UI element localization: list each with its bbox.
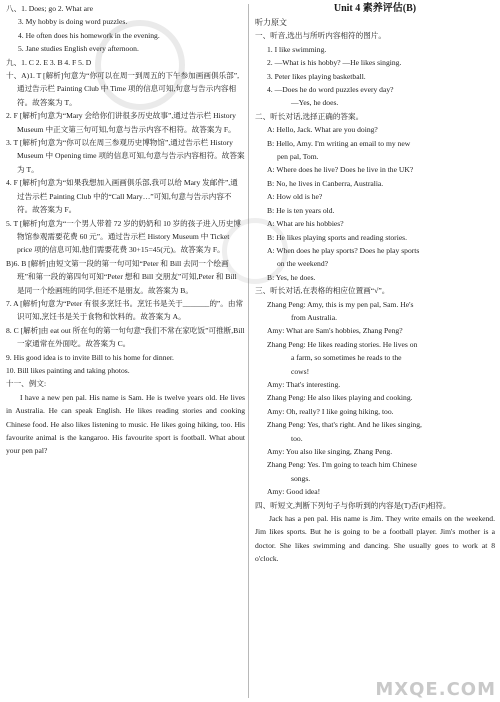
answer-line: 7. A [解析]句意为“Peter 有很多烹饪书。烹饪书是关于_______的”。由常识可知,烹饪书是关于食物和饮料的。故答案为 A。 (6, 298, 244, 322)
right-column-listening (255, 2, 495, 566)
answer-line: 九、1. C 2. E 3. B 4. F 5. D (6, 57, 92, 67)
script-line: Amy: You also like singing, Zhang Peng. (267, 447, 393, 456)
script-line: 听力原文 (255, 18, 287, 27)
script-line: Zhang Peng: Yes, that's right. And he likes singing, (267, 420, 422, 430)
answer-line: 八、1. Does; go 2. What are (6, 4, 93, 13)
script-line: Amy: That's interesting. (267, 379, 341, 389)
answer-line: 4. He often does his homework in the evening. (18, 30, 160, 40)
script-line: A: How old is he? (267, 192, 323, 202)
answer-line: 9. His good idea is to invite Bill to his home for dinner. (6, 352, 174, 362)
script-line: 2. —What is his hobby? —He likes singing. (267, 58, 402, 68)
answer-line: 8. C [解析]由 eat out 所在句的第一句句意“我们不常在家吃饭”可推断,Bill 一家通常在外面吃。故答案为 C。 (6, 325, 245, 349)
script-line: cows! (291, 366, 310, 376)
corner-watermark-logo: MXQE.COM (375, 679, 496, 700)
script-line: on the weekend? (277, 259, 329, 269)
script-line: A: What are his hobbies? (267, 219, 344, 229)
column-divider (248, 4, 249, 698)
script-line: a farm, so sometimes he reads to the (291, 353, 402, 363)
answer-line: 10. Bill likes painting and taking photos. (6, 365, 130, 375)
answer-line: B)6. B [解析]由短文第一段的第一句可知“Peter 和 Bill 去同一个绘画班”和第一段的第四句可知“Peter 想和 Bill 交朋友”可知,Peter 和 Bill 是同一个绘画班的同学,但还不是朋友。故答案为 B。 (6, 258, 237, 295)
answer-line: 5. T [解析]句意为“一个男人带着 72 岁的奶奶和 10 岁的孩子进入历史博物馆参观需要花费 60 元”。通过告示栏 History Museum 中 Ticket price 项的信息可知,他们需要花费 30+15=45(元)。故答案为 F。 (6, 218, 241, 255)
script-line: Zhang Peng: He also likes playing and cooking. (267, 393, 413, 403)
script-line: 四、听短文,判断下列句子与你听到的内容是(T)否(F)相符。 (255, 500, 451, 510)
answer-line: 5. Jane studies English every afternoon. (18, 44, 139, 54)
script-line: 3. Peter likes playing basketball. (267, 71, 366, 81)
script-line: B: No, he lives in Canberra, Australia. (267, 178, 384, 188)
answer-line: 十一、例文: (6, 379, 47, 389)
script-line: too. (291, 433, 303, 443)
script-line: B: Hello, Amy. I'm writing an email to my new (267, 138, 411, 148)
script-line: Zhang Peng: Amy, this is my pen pal, Sam. He's (267, 299, 414, 309)
script-line: 4. —Does he do word puzzles every day? (267, 85, 394, 95)
answer-line: 2. F [解析]句意为“Mary 会给你们讲很多历史故事”,通过告示栏 History Museum 中正文第三句可知,句意与告示内容不相符。故答案为 F。 (6, 111, 236, 134)
script-line: Amy: Oh, really? I like going hiking, too. (267, 406, 394, 416)
script-line: 1. I like swimming. (267, 44, 327, 54)
left-column-answers (6, 2, 245, 458)
script-line: B: Yes, he does. (267, 272, 316, 282)
unit-title: Unit 4 素养评估(B) (333, 3, 417, 14)
script-line: Zhang Peng: Yes. I'm going to teach him Chinese (267, 460, 417, 470)
answer-line: 3. My hobby is doing word puzzles. (18, 17, 128, 27)
script-line: songs. (291, 473, 311, 483)
script-line: A: Hello, Jack. What are you doing? (267, 125, 378, 135)
answer-line: 3. T [解析]句意为“你可以在周三参观历史博物馆”,通过告示栏 History Museum 中 Opening time 项的信息可知,句意与告示内容相符。故答案为 T。 (6, 138, 245, 174)
script-line: B: He is ten years old. (267, 205, 335, 215)
script-line: Zhang Peng: He likes reading stories. He lives on (267, 339, 418, 349)
script-line: A: When does he play sports? Does he play sports (267, 245, 420, 255)
script-line: 二、听长对话,选择正确的答案。 (255, 111, 364, 121)
script-line: Amy: Good idea! (267, 487, 321, 497)
listening-script (255, 16, 495, 566)
script-line: 三、听长对话,在表格的相应位置画“√”。 (255, 286, 390, 296)
script-line: A: Where does he live? Does he live in the UK? (267, 165, 414, 175)
script-line: 一、听音,选出与所听内容相符的图片。 (255, 31, 386, 41)
script-line: Amy: What are Sam's hobbies, Zhang Peng? (267, 326, 403, 336)
answer-line: 十、A)1. T [解析]句意为“你可以在周一到周五的下午参加画画俱乐部”,通过告示栏 Painting Club 中 Time 项的信息可知,句意与告示内容相符。故答案为 T。 (6, 71, 240, 107)
script-line: from Australia. (291, 312, 337, 322)
answer-line: 4. F [解析]句意为“如果我想加入画画俱乐部,我可以给 Mary 发邮件”,通过告示栏 Painting Club 中的“Call Mary…”可知,句意与告示内容不符。故答案为 F。 (6, 178, 238, 215)
script-line: Jack has a pen pal. His name is Jim. They write emails on the weekend. Jim likes sports. But he is going to be a football player. Jim's mother is a doctor. She likes swimming and dancing. She usually goes to work at 8 o'clock. (255, 514, 495, 564)
script-line: —Yes, he does. (291, 98, 339, 108)
script-line: B: He likes playing sports and reading stories. (267, 232, 408, 242)
script-line: pen pal, Tom. (277, 152, 319, 162)
answer-line: I have a new pen pal. His name is Sam. He is twelve years old. He lives in Australia. He can speak English. He likes reading stories and cooking Chinese food. He also likes listening to music. He likes going hiking, too. His favourite animal is the kangaroo. His favourite sport is football. What about your pen pal? (6, 392, 245, 456)
